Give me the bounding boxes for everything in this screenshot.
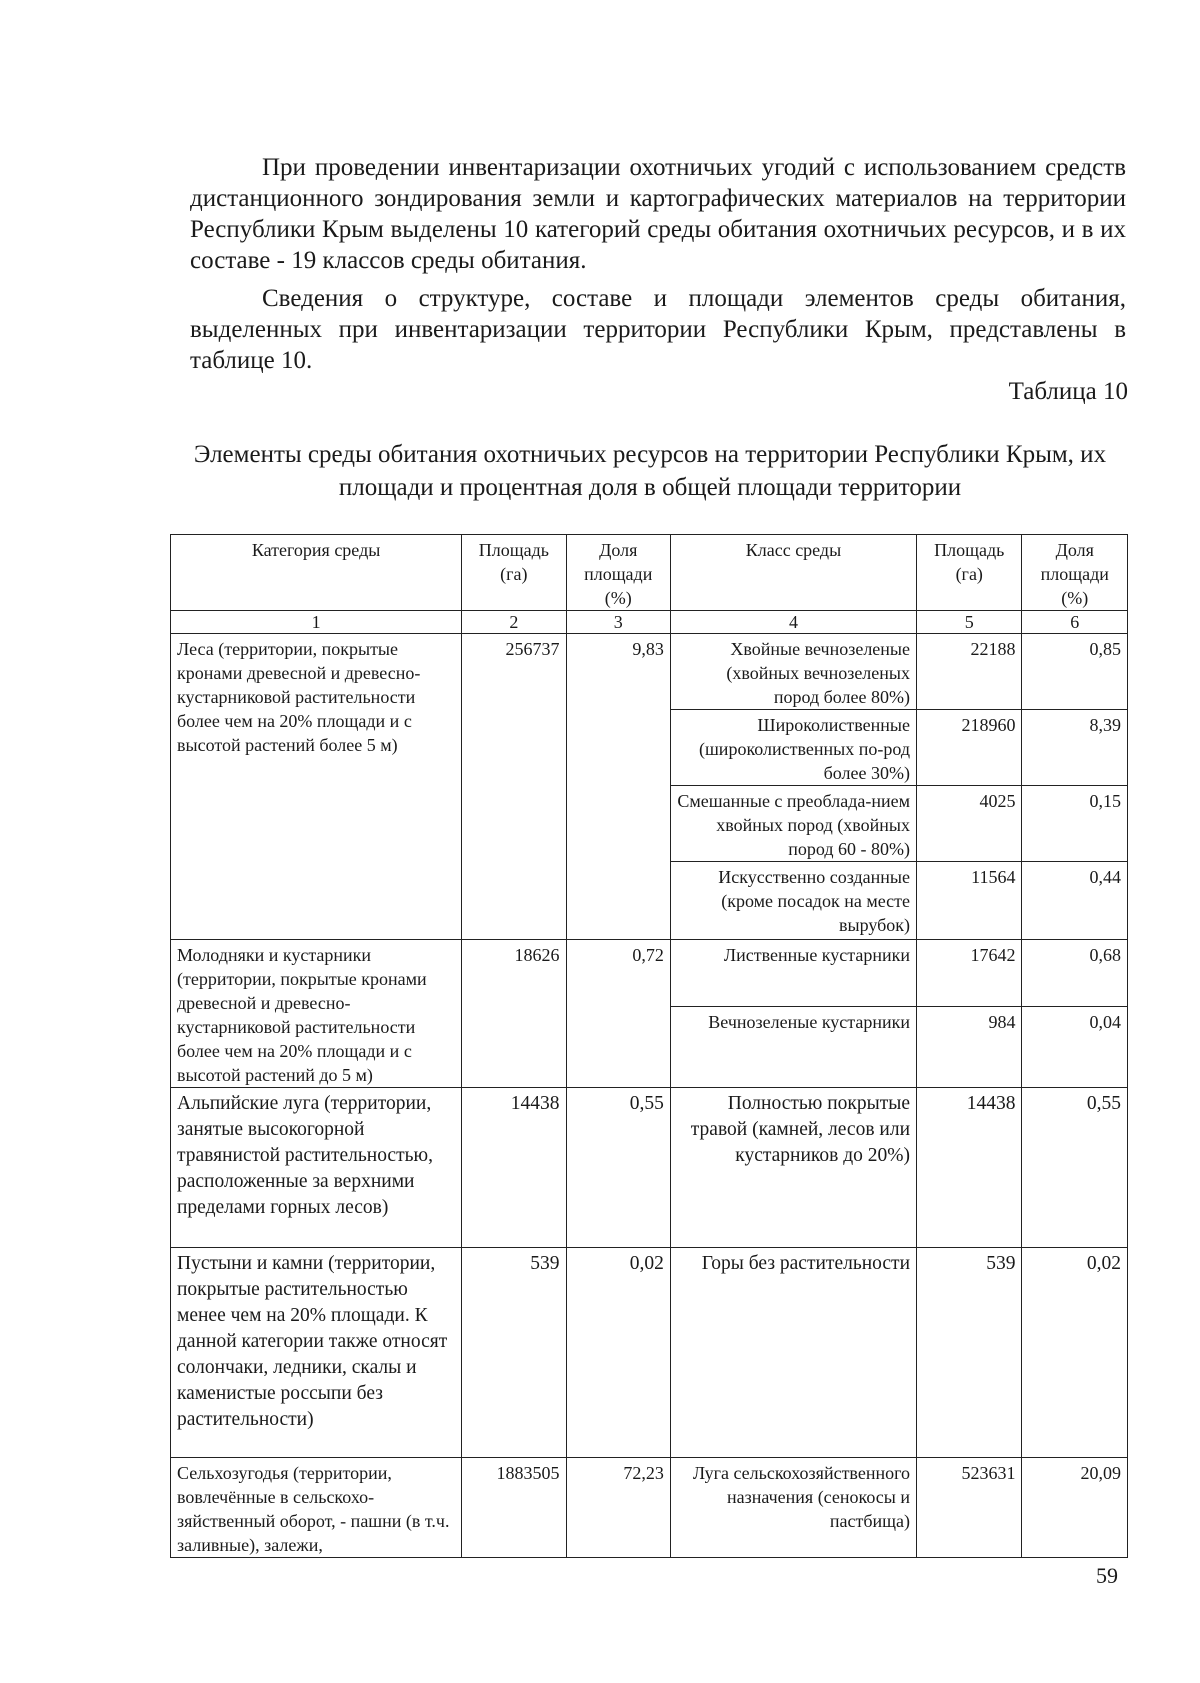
class-area-cell: 539 (917, 1248, 1022, 1458)
class-area-cell: 218960 (917, 710, 1022, 786)
class-cell: Хвойные вечнозеленые (хвойных вечнозеленых пород более 80%) (670, 634, 916, 710)
class-cell: Искусственно созданные (кроме посадок на месте вырубок) (670, 862, 916, 940)
table-row (171, 1088, 1128, 1248)
class-area-cell: 4025 (917, 786, 1022, 862)
class-area-cell: 11564 (917, 862, 1022, 940)
class-area-cell: 14438 (917, 1088, 1022, 1248)
category-area-cell: 1883505 (462, 1458, 566, 1558)
table-label: Таблица 10 (1008, 378, 1128, 405)
class-area-cell: 523631 (917, 1458, 1022, 1558)
habitat-table (170, 534, 1128, 1558)
column-number: 1 (171, 611, 462, 634)
column-number: 3 (566, 611, 670, 634)
class-share-cell: 0,02 (1022, 1248, 1128, 1458)
page-number: 59 (1096, 1563, 1118, 1588)
category-share-cell: 0,55 (566, 1088, 670, 1248)
category-share-cell: 9,83 (566, 634, 670, 940)
class-cell: Лиственные кустарники (670, 940, 916, 1007)
category-cell: Сельхозугодья (территории, вовлечённые в сельскохо-зяйственный оборот, - пашни (в т.ч. заливные), залежи, (171, 1458, 462, 1558)
category-share-cell: 72,23 (566, 1458, 670, 1558)
class-share-cell: 0,44 (1022, 862, 1128, 940)
category-share-cell: 0,72 (566, 940, 670, 1088)
class-cell: Широколиственные (широколиственных по-род более 30%) (670, 710, 916, 786)
class-share-cell: 0,85 (1022, 634, 1128, 710)
class-area-cell: 984 (917, 1006, 1022, 1087)
table-title: Элементы среды обитания охотничьих ресурсов на территории Республики Крым, их площади и процентная доля в общей площади территории (193, 441, 1107, 501)
class-cell: Горы без растительности (670, 1248, 916, 1458)
table-header-row (171, 535, 1128, 611)
intro-paragraph-2: Сведения о структуре, составе и площади элементов среды обитания, выделенных при инвентаризации территории Республики Крым, представлены в таблице 10. (190, 285, 1126, 374)
class-cell: Луга сельскохозяйственного назначения (сенокосы и пастбища) (670, 1458, 916, 1558)
column-number: 4 (670, 611, 916, 634)
table-row (171, 1248, 1128, 1458)
class-share-cell: 0,68 (1022, 940, 1128, 1007)
category-area-cell: 18626 (462, 940, 566, 1088)
category-cell: Молодняки и кустарники (территории, покрытые кронами древесной и древесно-кустарниковой растительности более чем на 20% площади и с высотой растений до 5 м) (171, 940, 462, 1088)
class-cell: Полностью покрытые травой (камней, лесов или кустарников до 20%) (670, 1088, 916, 1248)
column-number-row (171, 611, 1128, 634)
class-area-cell: 22188 (917, 634, 1022, 710)
class-share-cell: 0,55 (1022, 1088, 1128, 1248)
class-share-cell: 0,04 (1022, 1006, 1128, 1087)
category-area-cell: 256737 (462, 634, 566, 940)
category-area-cell: 539 (462, 1248, 566, 1458)
category-share-cell: 0,02 (566, 1248, 670, 1458)
class-cell: Вечнозеленые кустарники (670, 1006, 916, 1087)
header-area: Площадь (га) (462, 535, 566, 611)
class-area-cell: 17642 (917, 940, 1022, 1007)
intro-paragraph-1: При проведении инвентаризации охотничьих угодий с использованием средств дистанционного зондирования земли и картографических материалов на территории Республики Крым выделены 10 категорий среды обитания охотничьих ресурсов, и в их составе - 19 классов среды обитания. (190, 154, 1126, 274)
column-number: 2 (462, 611, 566, 634)
header-category: Категория среды (171, 535, 462, 611)
column-number: 5 (917, 611, 1022, 634)
class-cell: Смешанные с преоблада-нием хвойных пород (хвойных пород 60 - 80%) (670, 786, 916, 862)
category-cell: Леса (территории, покрытые кронами древесной и древесно-кустарниковой растительности более чем на 20% площади и с высотой растений более 5 м) (171, 634, 462, 940)
category-cell: Альпийские луга (территории, занятые высокогорной травянистой растительностью, расположенные за верхними пределами горных лесов) (171, 1088, 462, 1248)
header-class: Класс среды (670, 535, 916, 611)
class-share-cell: 20,09 (1022, 1458, 1128, 1558)
table-row (171, 1458, 1128, 1558)
category-area-cell: 14438 (462, 1088, 566, 1248)
class-share-cell: 8,39 (1022, 710, 1128, 786)
header-class-share: Доля площади (%) (1022, 535, 1128, 611)
category-cell: Пустыни и камни (территории, покрытые растительностью менее чем на 20% площади. К данной категории также относят солончаки, ледники, скалы и каменистые россыпи без растительности) (171, 1248, 462, 1458)
header-class-area: Площадь (га) (917, 535, 1022, 611)
table-row (171, 940, 1128, 1007)
table-row (171, 634, 1128, 710)
column-number: 6 (1022, 611, 1128, 634)
class-share-cell: 0,15 (1022, 786, 1128, 862)
header-share: Доля площади (%) (566, 535, 670, 611)
